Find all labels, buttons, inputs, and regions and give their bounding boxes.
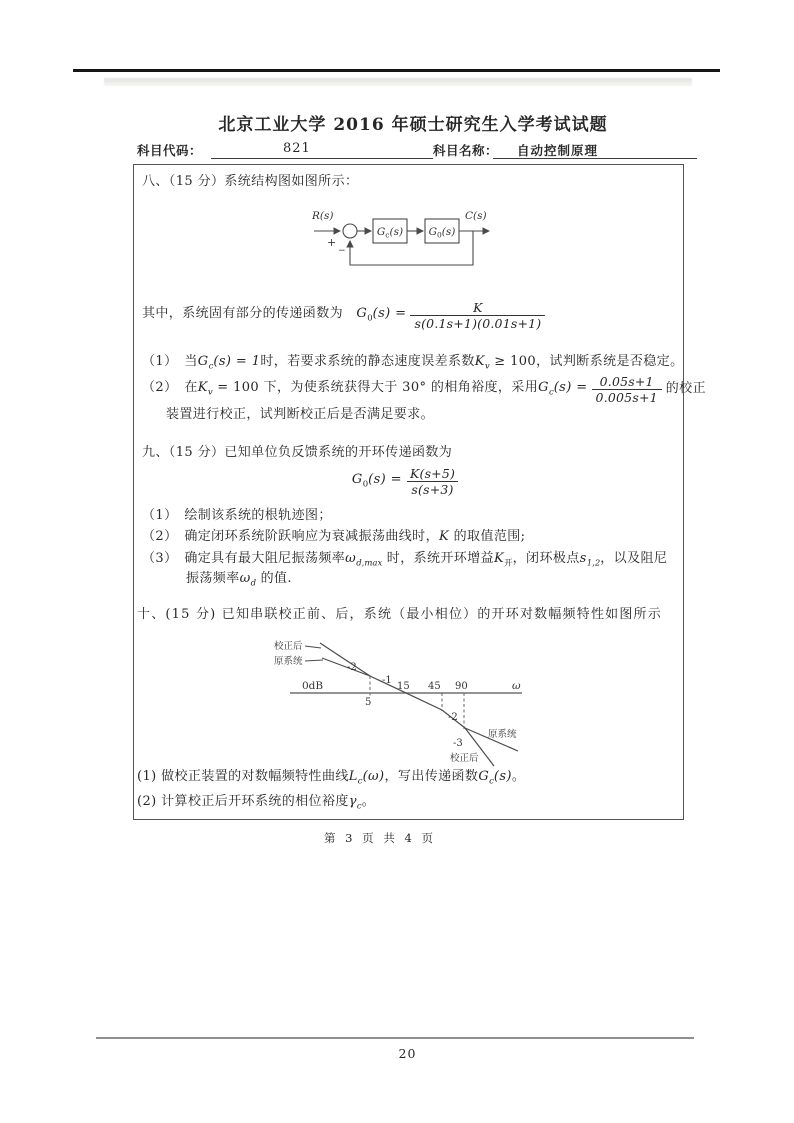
q9-item-3-line1: （3） 确定具有最大阻尼振荡频率$\omega_{d,max}$ 时，系统开环增益$K_开$，闭环极点$s_{1,2}$，以及阻尼 bbox=[142, 551, 668, 569]
q10-item-1: (1) 做校正装置的对数幅频特性曲线$L_c(\omega)$，写出传递函数$G_c(s)$。 bbox=[137, 769, 526, 787]
fraction-numerator: K bbox=[473, 300, 483, 315]
fraction-denominator: s(0.1s+1)(0.01s+1) bbox=[410, 315, 545, 331]
slope-label-minus2-low: -2 bbox=[448, 712, 458, 723]
q9-formula-row bbox=[133, 466, 682, 497]
subject-name-value: 自动控制原理 bbox=[517, 143, 599, 158]
q10-bode-plot bbox=[270, 636, 540, 771]
subject-code-value: 821 bbox=[283, 141, 311, 156]
q10-item-2: (2) 计算校正后开环系统的相位裕度$\gamma_c$。 bbox=[137, 794, 376, 812]
q8-heading: 八、（15 分）系统结构图如图所示： bbox=[142, 174, 359, 189]
exam-title: 北京工业大学 2016 年硕士研究生入学考试试题 bbox=[218, 115, 608, 135]
plant-block-label: $G_0(s)$ bbox=[428, 226, 456, 240]
input-signal-label: R(s) bbox=[312, 210, 334, 222]
summing-junction bbox=[343, 224, 357, 238]
q9-item-1: （1） 绘制该系统的根轨迹图； bbox=[142, 508, 332, 523]
scan-page-number: 20 bbox=[398, 1046, 417, 1061]
subject-name-label: 科目名称： bbox=[433, 143, 499, 158]
q8-item-2-row bbox=[142, 374, 706, 405]
sum-minus-sign: − bbox=[338, 246, 346, 256]
scan-shadow-band bbox=[104, 78, 692, 86]
corrected-curve-label: 校正后 bbox=[274, 641, 303, 652]
omega-axis-label: ω bbox=[512, 680, 521, 692]
fraction-denominator: 0.005s+1 bbox=[592, 389, 662, 405]
q8-block-diagram bbox=[300, 203, 500, 275]
tick-5: 5 bbox=[365, 697, 372, 708]
fraction-numerator: K(s+5) bbox=[409, 466, 456, 481]
tick-45: 45 bbox=[428, 681, 441, 692]
corrected-curve-label-bottom: 校正后 bbox=[450, 753, 479, 764]
corrected-label-pointer bbox=[305, 646, 321, 648]
q10-heading: 十、(15 分) 已知串联校正前、后，系统（最小相位）的开环对数幅频特性如图所示 bbox=[137, 607, 662, 622]
tick-90: 90 bbox=[455, 681, 468, 692]
slope-label-minus2-top: -2 bbox=[347, 662, 357, 673]
q9-formula-lhs: $G_0(s)$ = bbox=[351, 472, 402, 490]
subject-code-label: 科目代码： bbox=[137, 143, 203, 158]
q9-item-3-line2: 振荡频率$\omega_d$ 的值. bbox=[186, 571, 292, 589]
q9-heading: 九、（15 分）已知单位负反馈系统的开环传递函数为 bbox=[142, 445, 453, 460]
q8-item-1: （1） 当$G_c(s) = 1$时，若要求系统的静态速度误差系数$K_v \ge 100$，试判断系统是否稳定。 bbox=[142, 354, 684, 372]
original-curve-label-right: 原系统 bbox=[488, 729, 517, 740]
controller-block-label: $G_c(s)$ bbox=[376, 226, 404, 240]
sum-plus-sign: + bbox=[327, 236, 337, 249]
original-label-pointer bbox=[305, 660, 323, 661]
subject-code-underline bbox=[211, 142, 433, 159]
top-rule bbox=[73, 69, 720, 72]
q8-item-2-line2: 装置进行校正，试判断校正后是否满足要求。 bbox=[166, 407, 435, 422]
q8-g0-fraction bbox=[410, 300, 545, 331]
fraction-denominator: s(s+3) bbox=[407, 481, 457, 497]
original-curve-label: 原系统 bbox=[274, 656, 303, 667]
q9-item-2: （2） 确定闭环系统阶跃响应为衰减振荡曲线时，K 的取值范围; bbox=[142, 529, 526, 544]
q8-intro-text: 其中，系统固有部分的传递函数为 $G_0(s)$ = bbox=[142, 306, 407, 324]
slope-label-minus3: -3 bbox=[453, 738, 463, 749]
q9-formula-fraction bbox=[406, 466, 459, 497]
q8-item-2-pre: （2） 在$K_v = 100$ 下，为使系统获得大于 30° 的相角裕度，采用$G_c(s)$ = bbox=[142, 380, 588, 398]
tick-15: 15 bbox=[397, 681, 410, 692]
output-signal-label: C(s) bbox=[465, 210, 487, 222]
q8-intro-row bbox=[142, 300, 549, 331]
q8-gc-fraction bbox=[592, 374, 662, 405]
bottom-rule bbox=[96, 1037, 694, 1039]
zero-db-label: 0dB bbox=[302, 680, 324, 692]
slope-label-minus1: -1 bbox=[382, 675, 392, 686]
fraction-numerator: 0.05s+1 bbox=[599, 374, 654, 389]
q8-item-2-post: 的校正 bbox=[665, 381, 706, 397]
footer-page-label: 第 3 页 共 4 页 bbox=[324, 831, 436, 845]
